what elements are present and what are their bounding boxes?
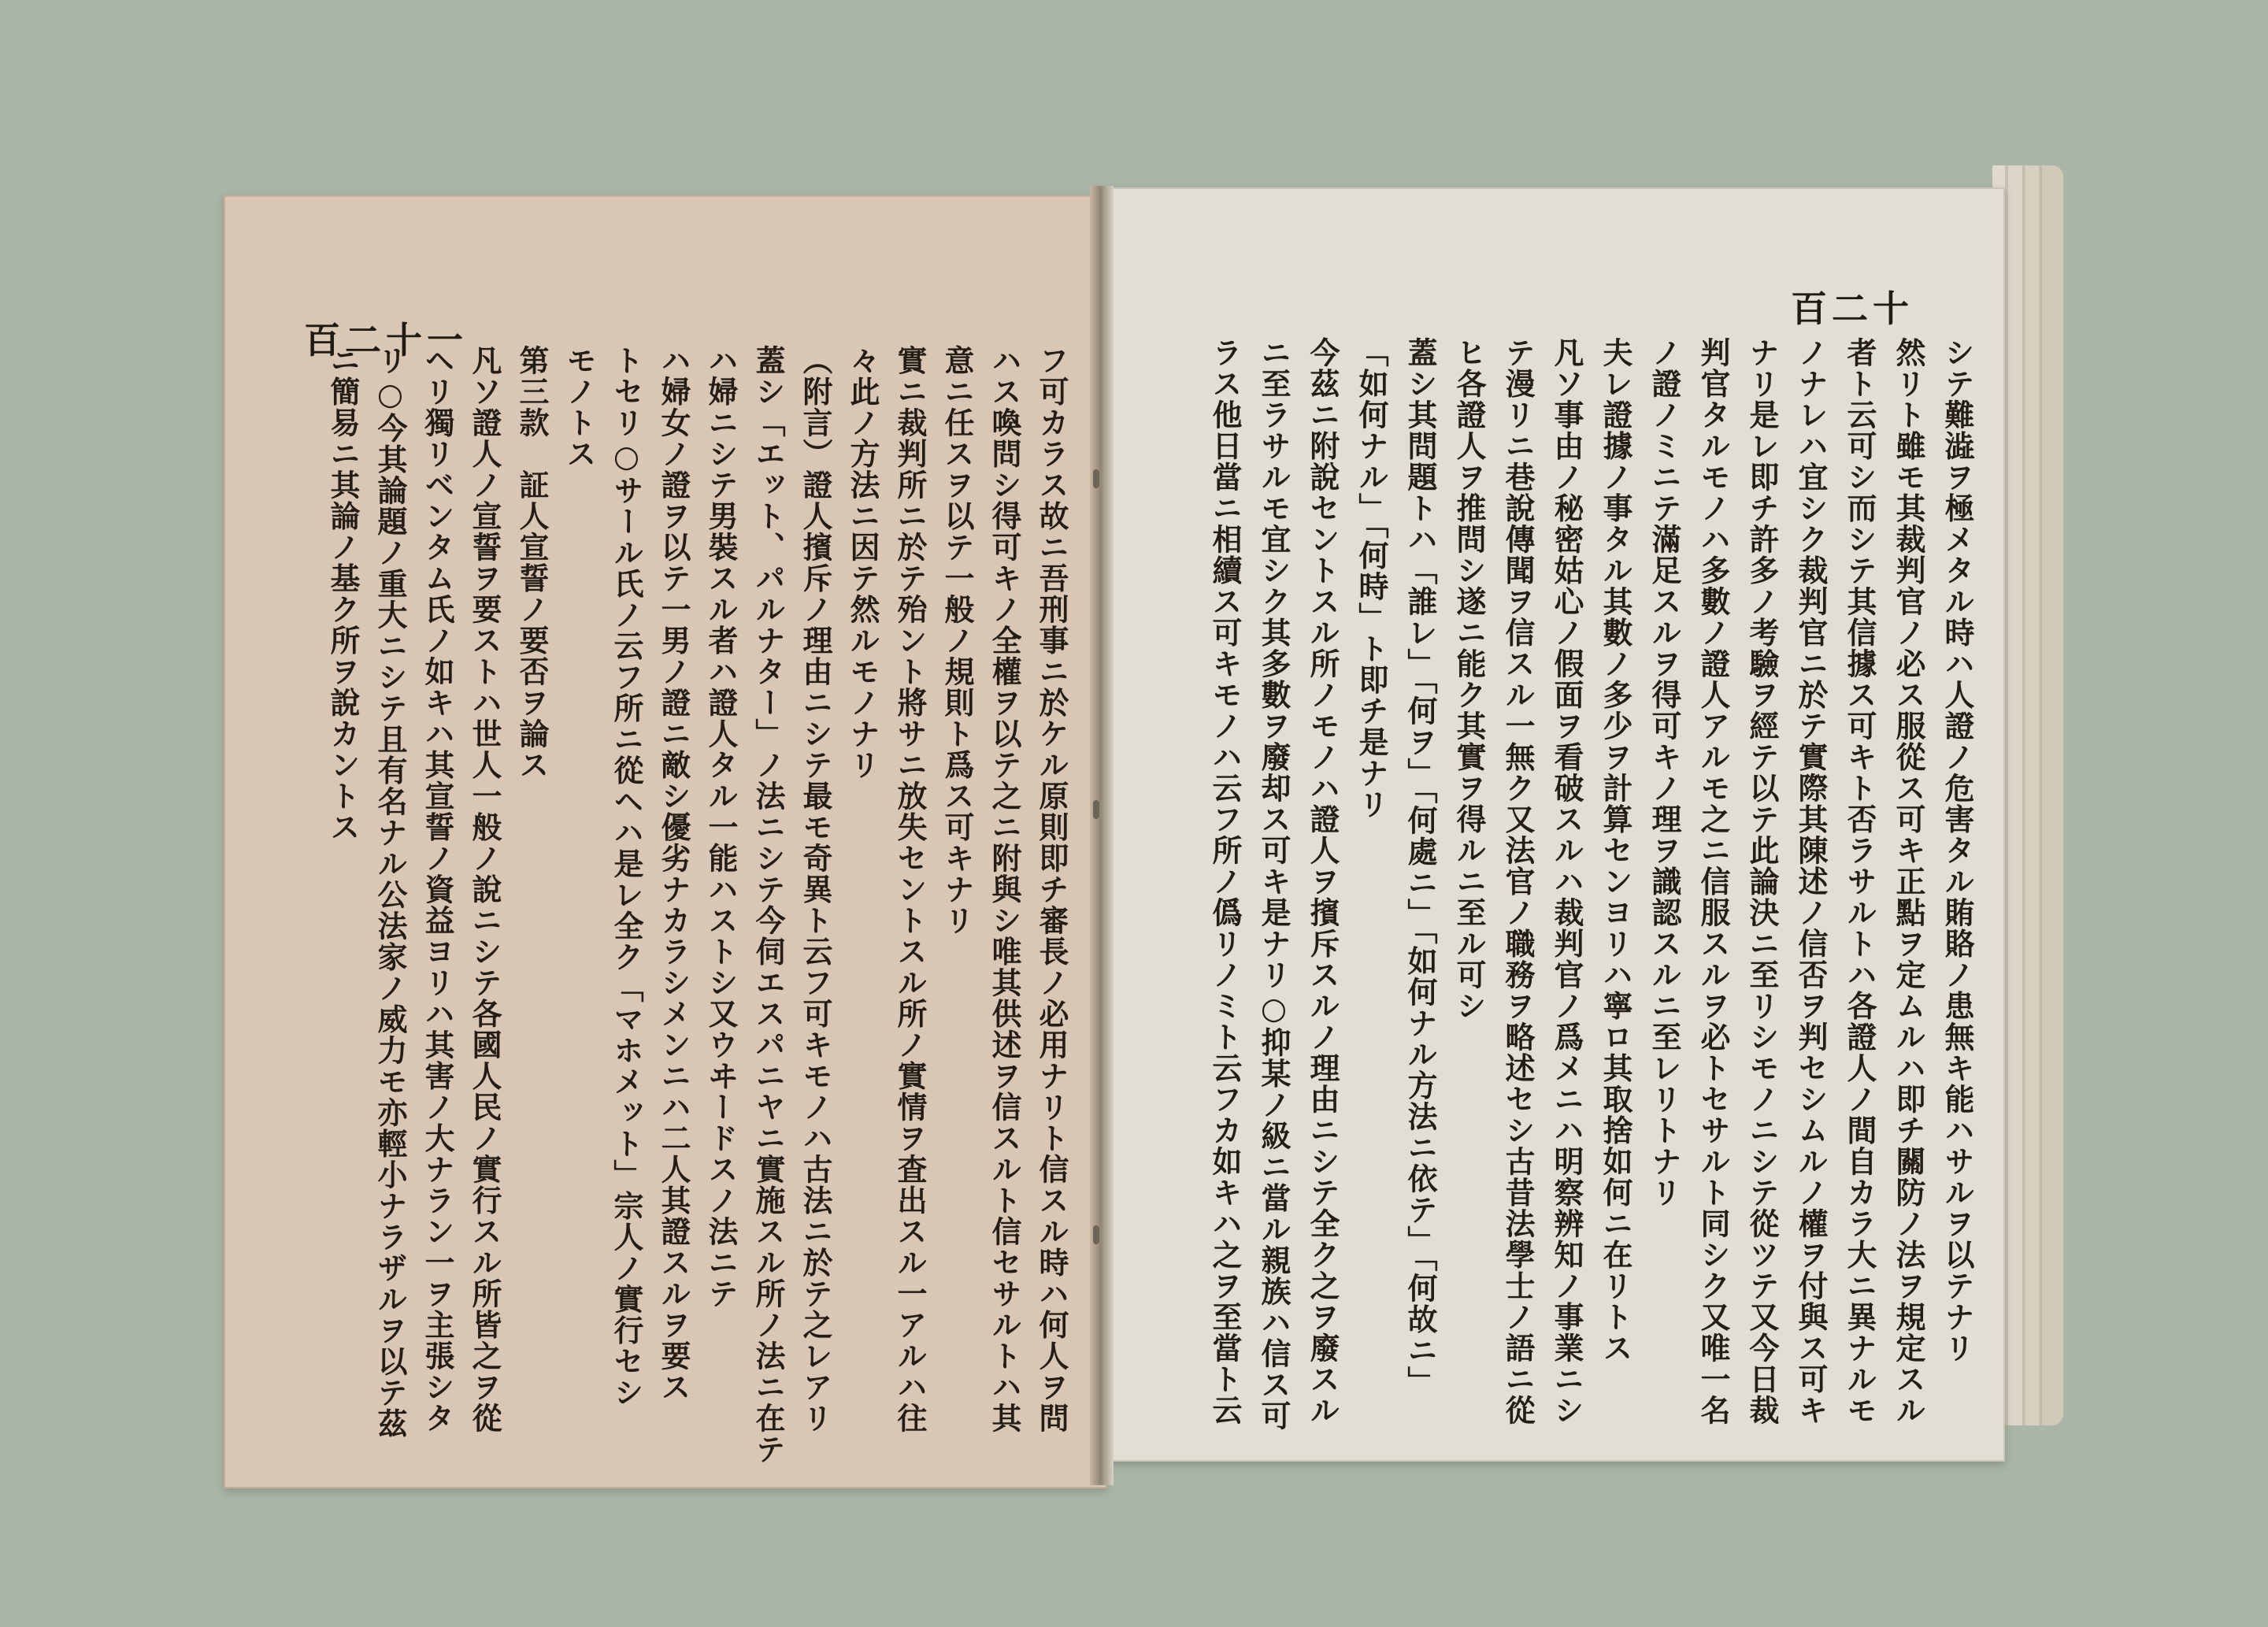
text-column: 夫レ證據ノ事タル其數ノ多少ヲ計算センヨリハ寧ロ其取捨如何ニ在リトス (1598, 337, 1633, 1364)
text-column: 々此ノ方法ニ因テ然ルモノナリ (845, 345, 880, 780)
text-column: 第三款 証人宣誓ノ要否ヲ論ス (514, 345, 550, 780)
right-page (1096, 187, 2005, 1462)
text-column: ノ證ノミニテ滿足スルヲ得可キノ理ヲ識認スルニ至レリトナリ (1647, 337, 1682, 1208)
text-column: ハ婦ニシテ男裝スル者ハ證人タル一能ハストシ又ウヰードスノ法ニテ (703, 345, 739, 1310)
text-column: リ○今其論題ノ重大ニシテ且有名ナル公法家ノ威力モ亦輕小ナラザルヲ以テ茲 (372, 345, 408, 1440)
text-column: ヒ各證人ヲ推問シ遂ニ能ク其實ヲ得ルニ至ル可シ (1451, 337, 1487, 1021)
text-column: 然リト雖モ其裁判官ノ必ス服從ス可キ正點ヲ定ムルハ即チ關防ノ法ヲ規定スル (1891, 337, 1926, 1426)
text-column: 意ニ任スヲ以テ一般ノ規則ト爲ス可キナリ (939, 345, 975, 936)
text-column: 「如何ナル」「何時」ト即チ是ナリ (1354, 337, 1389, 820)
text-column: 判官タルモノハ多數ノ證人アルモ之ニ信服スルヲ必トセサルト同シク又唯一名 (1695, 337, 1731, 1426)
text-column: フ可カラス故ニ吾刑事ニ於ケル原則即チ審長ノ必用ナリト信スル時ハ何人ヲ問 (1034, 345, 1069, 1434)
text-column: ラス他日當ニ相續ス可キモノハ云フ所ノ僞リノミト云フカ如キハ之ヲ至當ト云 (1207, 337, 1243, 1426)
text-column: 凡ソ事由ノ秘密姑心ノ假面ヲ看破スルハ裁判官ノ爲メニハ明察辨知ノ事業ニシ (1549, 337, 1584, 1426)
text-column: ハ婦女ノ證ヲ以テ一男ノ證ニ敵シ優劣ナカラシメンニハ二人其證スルヲ要ス (656, 345, 691, 1403)
text-column: シテ難澁ヲ極メタル時ハ人證ノ危害タル賄賂ノ患無キ能ハサルヲ以テナリ (1940, 337, 1975, 1364)
text-column: テ漫リニ巷說傳聞ヲ信スル一無ク又法官ノ職務ヲ略述セシ古昔法學士ノ語ニ從 (1500, 337, 1536, 1426)
text-column: 蓋シ其問題トハ「誰レ」「何ヲ」「何處ニ」「如何ナル方法ニ依テ」「何故ニ」 (1403, 337, 1438, 1397)
left-page (224, 195, 1107, 1488)
text-column: 實ニ裁判所ニ於テ殆ント將サニ放失セントスル所ノ實情ヲ査出スル一アルハ往 (892, 345, 928, 1434)
text-column: 今茲ニ附說セントスル所ノモノハ證人ヲ擯斥スルノ理由ニシテ全ク之ヲ廢スル (1305, 337, 1340, 1426)
text-column: ハス喚問シ得可キノ全權ヲ以テ之ニ附與シ唯其供述ヲ信スルト信セサルトハ其 (987, 345, 1022, 1434)
text-column: ヘリ獨リベンタム氏ノ如キハ其宣誓ノ資益ヨリハ其害ノ大ナラン一ヲ主張シタ (420, 345, 455, 1434)
stitch-hole (1093, 1225, 1099, 1244)
text-column: ニ至ラサルモ宜シク其多數ヲ廢却ス可キ是ナリ○抑某ノ級ニ當ル親族ハ信ス可 (1256, 337, 1292, 1432)
book-gutter (1090, 186, 1114, 1485)
stitch-hole (1093, 469, 1099, 488)
text-column: 凡ソ證人ノ宣誓ヲ要ストハ世人一般ノ說ニシテ各國人民ノ實行スル所皆之ヲ從 (467, 345, 502, 1434)
stitch-hole (1093, 800, 1099, 819)
text-column: モノトス (561, 345, 597, 469)
text-column: （附言）證人擯斥ノ理由ニシテ最モ奇異ト云フ可キモノハ古法ニ於テ之レアリ (798, 345, 833, 1434)
text-column: トセリ○サール氏ノ云フ所ニ從ヘハ是レ全ク「マホメット」宗人ノ實行セシ (609, 345, 644, 1408)
text-column: ナリ是レ即チ許多ノ考驗ヲ經テ以テ此論決ニ至リシモノニシテ從ツテ又今日裁 (1744, 337, 1780, 1426)
right-page-number: 百二十 (1791, 287, 1914, 330)
text-column: 蓋シ「エット、パルナター」ノ法ニシテ今伺エスパニヤニ實施スル所ノ法ニ在テ (750, 345, 786, 1465)
text-column: ノナレハ宜シク裁判官ニ於テ實際其陳述ノ信否ヲ判セシムルノ權ヲ付與ス可キ (1793, 337, 1829, 1426)
text-column: 者ト云可シ而シテ其信據ス可キト否ラサルトハ各證人ノ間自カラ大ニ異ナルモ (1842, 337, 1877, 1426)
left-page-number: 百二十一 (304, 319, 468, 361)
text-column: ニ簡易ニ其論ノ基ク所ヲ說カントス (325, 345, 361, 843)
